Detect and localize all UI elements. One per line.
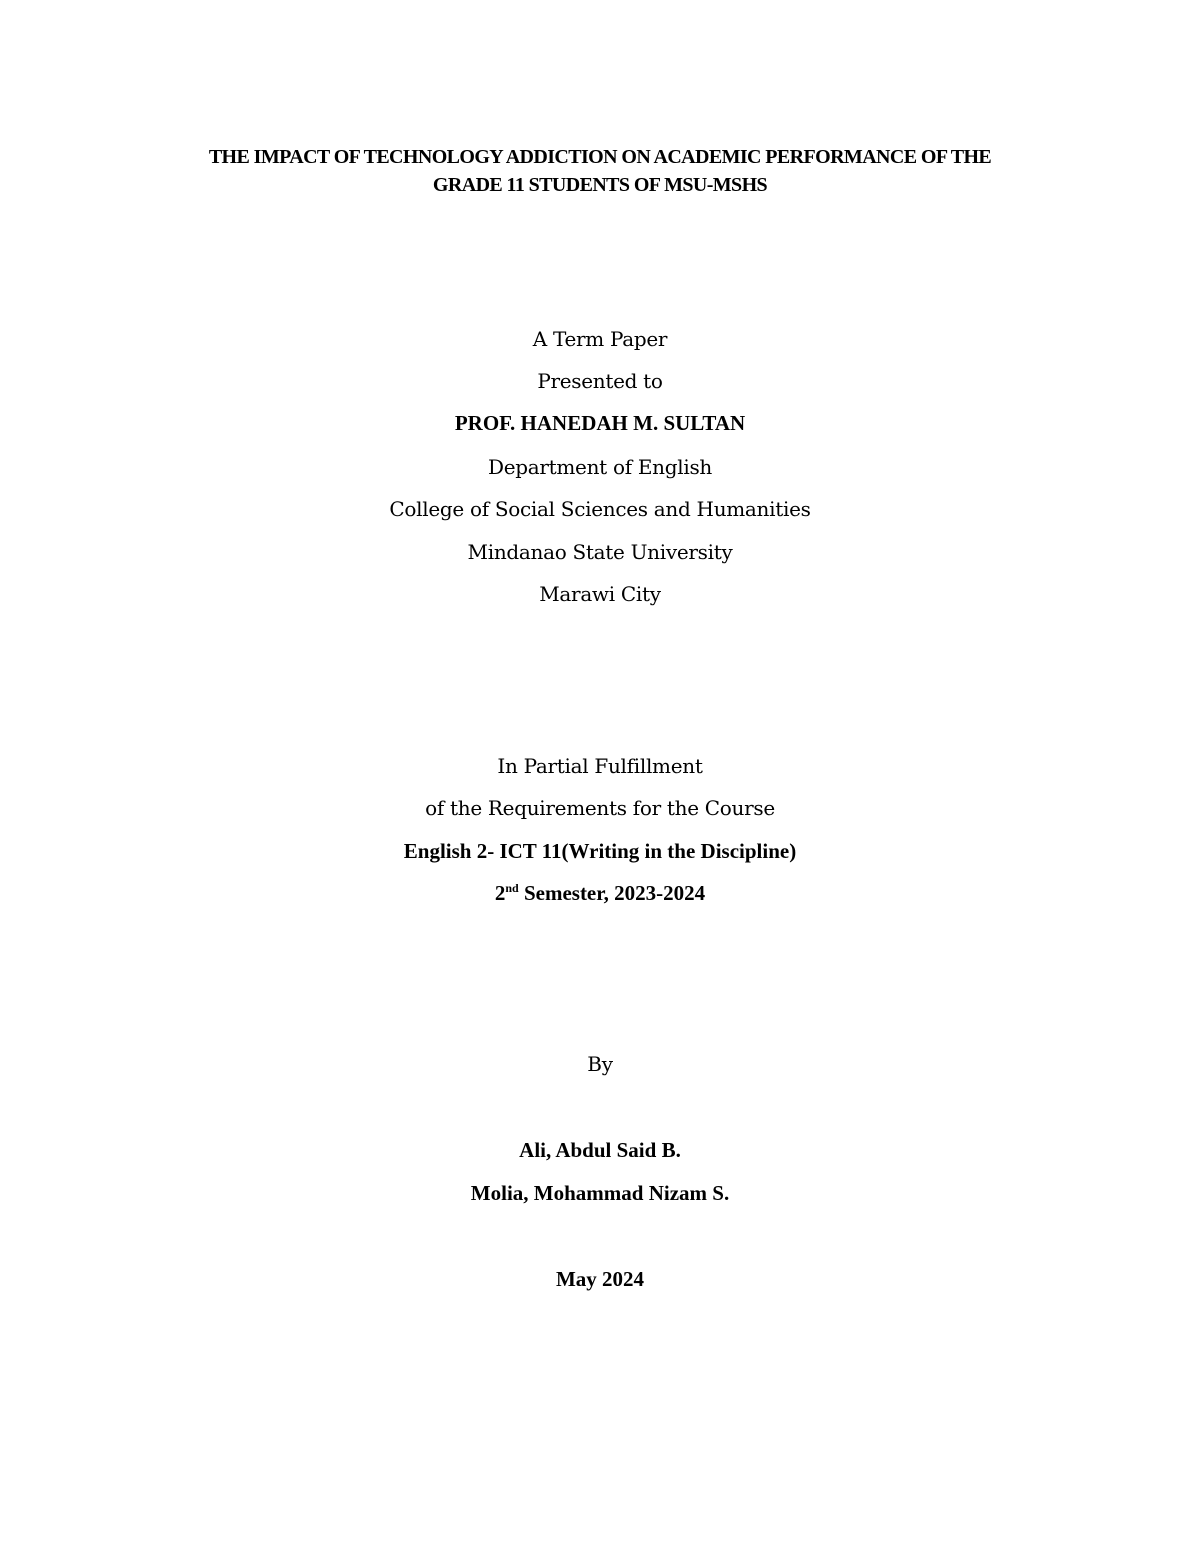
presented-to: Presented to bbox=[537, 369, 663, 393]
semester-suffix: nd bbox=[505, 881, 519, 895]
fulfillment-line-1: In Partial Fulfillment bbox=[497, 754, 703, 778]
author-name: Ali, Abdul Said B. bbox=[519, 1138, 681, 1162]
fulfillment-line-2: of the Requirements for the Course bbox=[425, 796, 775, 820]
city-name: Marawi City bbox=[539, 582, 661, 606]
paper-title-line-2: GRADE 11 STUDENTS OF MSU-MSHS bbox=[432, 174, 768, 196]
semester bbox=[0, 881, 1200, 905]
college-name: College of Social Sciences and Humanities bbox=[389, 497, 811, 521]
university-name: Mindanao State University bbox=[467, 540, 733, 564]
semester-number: 2 bbox=[494, 881, 506, 905]
author-name: Molia, Mohammad Nizam S. bbox=[470, 1181, 730, 1205]
by-label: By bbox=[587, 1052, 613, 1076]
paper-type: A Term Paper bbox=[532, 327, 668, 351]
paper-title-line-1: THE IMPACT OF TECHNOLOGY ADDICTION ON ACADEMIC PERFORMANCE OF THE bbox=[208, 146, 992, 168]
course-name: English 2- ICT 11(Writing in the Discipline) bbox=[403, 839, 797, 863]
submission-date: May 2024 bbox=[555, 1267, 645, 1291]
professor-name: PROF. HANEDAH M. SULTAN bbox=[454, 411, 746, 435]
semester-text: Semester, 2023-2024 bbox=[518, 881, 706, 905]
department-name: Department of English bbox=[488, 455, 712, 479]
